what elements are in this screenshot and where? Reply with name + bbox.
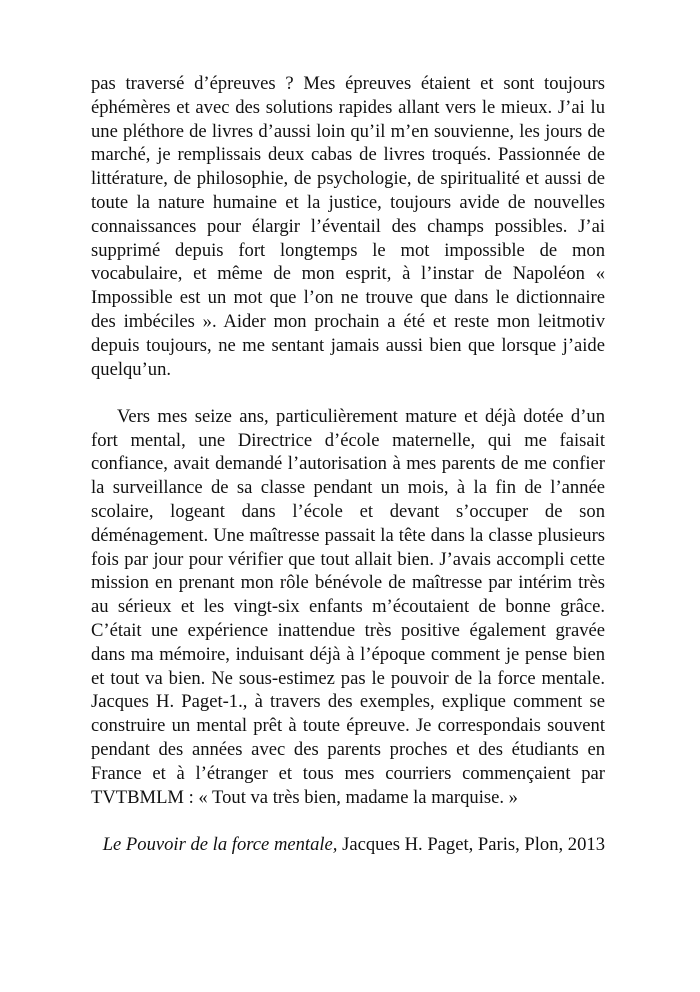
book-title: Le Pouvoir de la force mentale, [102,833,338,855]
document-page [91,72,605,857]
paragraph-1: pas traversé d’épreuves ? Mes épreuves étaient et sont toujours éphémères et avec des solutions rapides allant vers le mieux. J’ai lu une pléthore de livres d’aussi loin qu’il m’en souvienne, les jours de marché, je remplissais deux cabas de livres troqués. Passionnée de littérature, de philosophie, de psychologie, de spiritualité et aussi de toute la nature humaine et la justice, toujours avide de nouvelles connaissances pour élargir l’éventail des champs possibles. J’ai supprimé depuis fort longtemps le mot impossible de mon vocabulaire, et même de mon esprit, à l’instar de Napoléon « Impossible est un mot que l’on ne trouve que dans le dictionnaire des imbéciles ». Aider mon prochain a été et reste mon leitmotiv depuis toujours, ne me sentant jamais aussi bien que lorsque j’aide quelqu’un. [91,73,605,380]
paragraph-spacer [91,381,605,405]
paragraph-2: Vers mes seize ans, particulièrement mature et déjà dotée d’un fort mental, une Directrice d’école maternelle, qui me faisait confiance, avait demandé l’autorisation à mes parents de me confier la surveillance de sa classe pendant un mois, à la fin de l’année scolaire, logeant dans l’école et devant s’occuper de son déménagement. Une maîtresse passait la tête dans la classe plusieurs fois par jour pour vérifier que tout allait bien. J’avais accompli cette mission en prenant mon rôle bénévole de maîtresse par intérim très au sérieux et les vingt-six enfants m’écoutaient de bonne grâce. C’était une expérience inattendue très positive également gravée dans ma mémoire, induisant déjà à l’époque comment je pense bien et tout va bien. Ne sous-estimez pas le pouvoir de la force mentale. Jacques H. Paget-1., à travers des exemples, explique comment se construire un mental prêt à toute épreuve. Je correspondais souvent pendant des années avec des parents proches et des étudiants en France et à l’étranger et tous mes courriers commençaient par TVTBMLM : « Tout va très bien, madame la marquise. » [91,405,605,808]
book-reference [91,833,605,857]
paragraph-spacer [91,809,605,833]
book-details: Jacques H. Paget, Paris, Plon, 2013 [337,833,605,855]
